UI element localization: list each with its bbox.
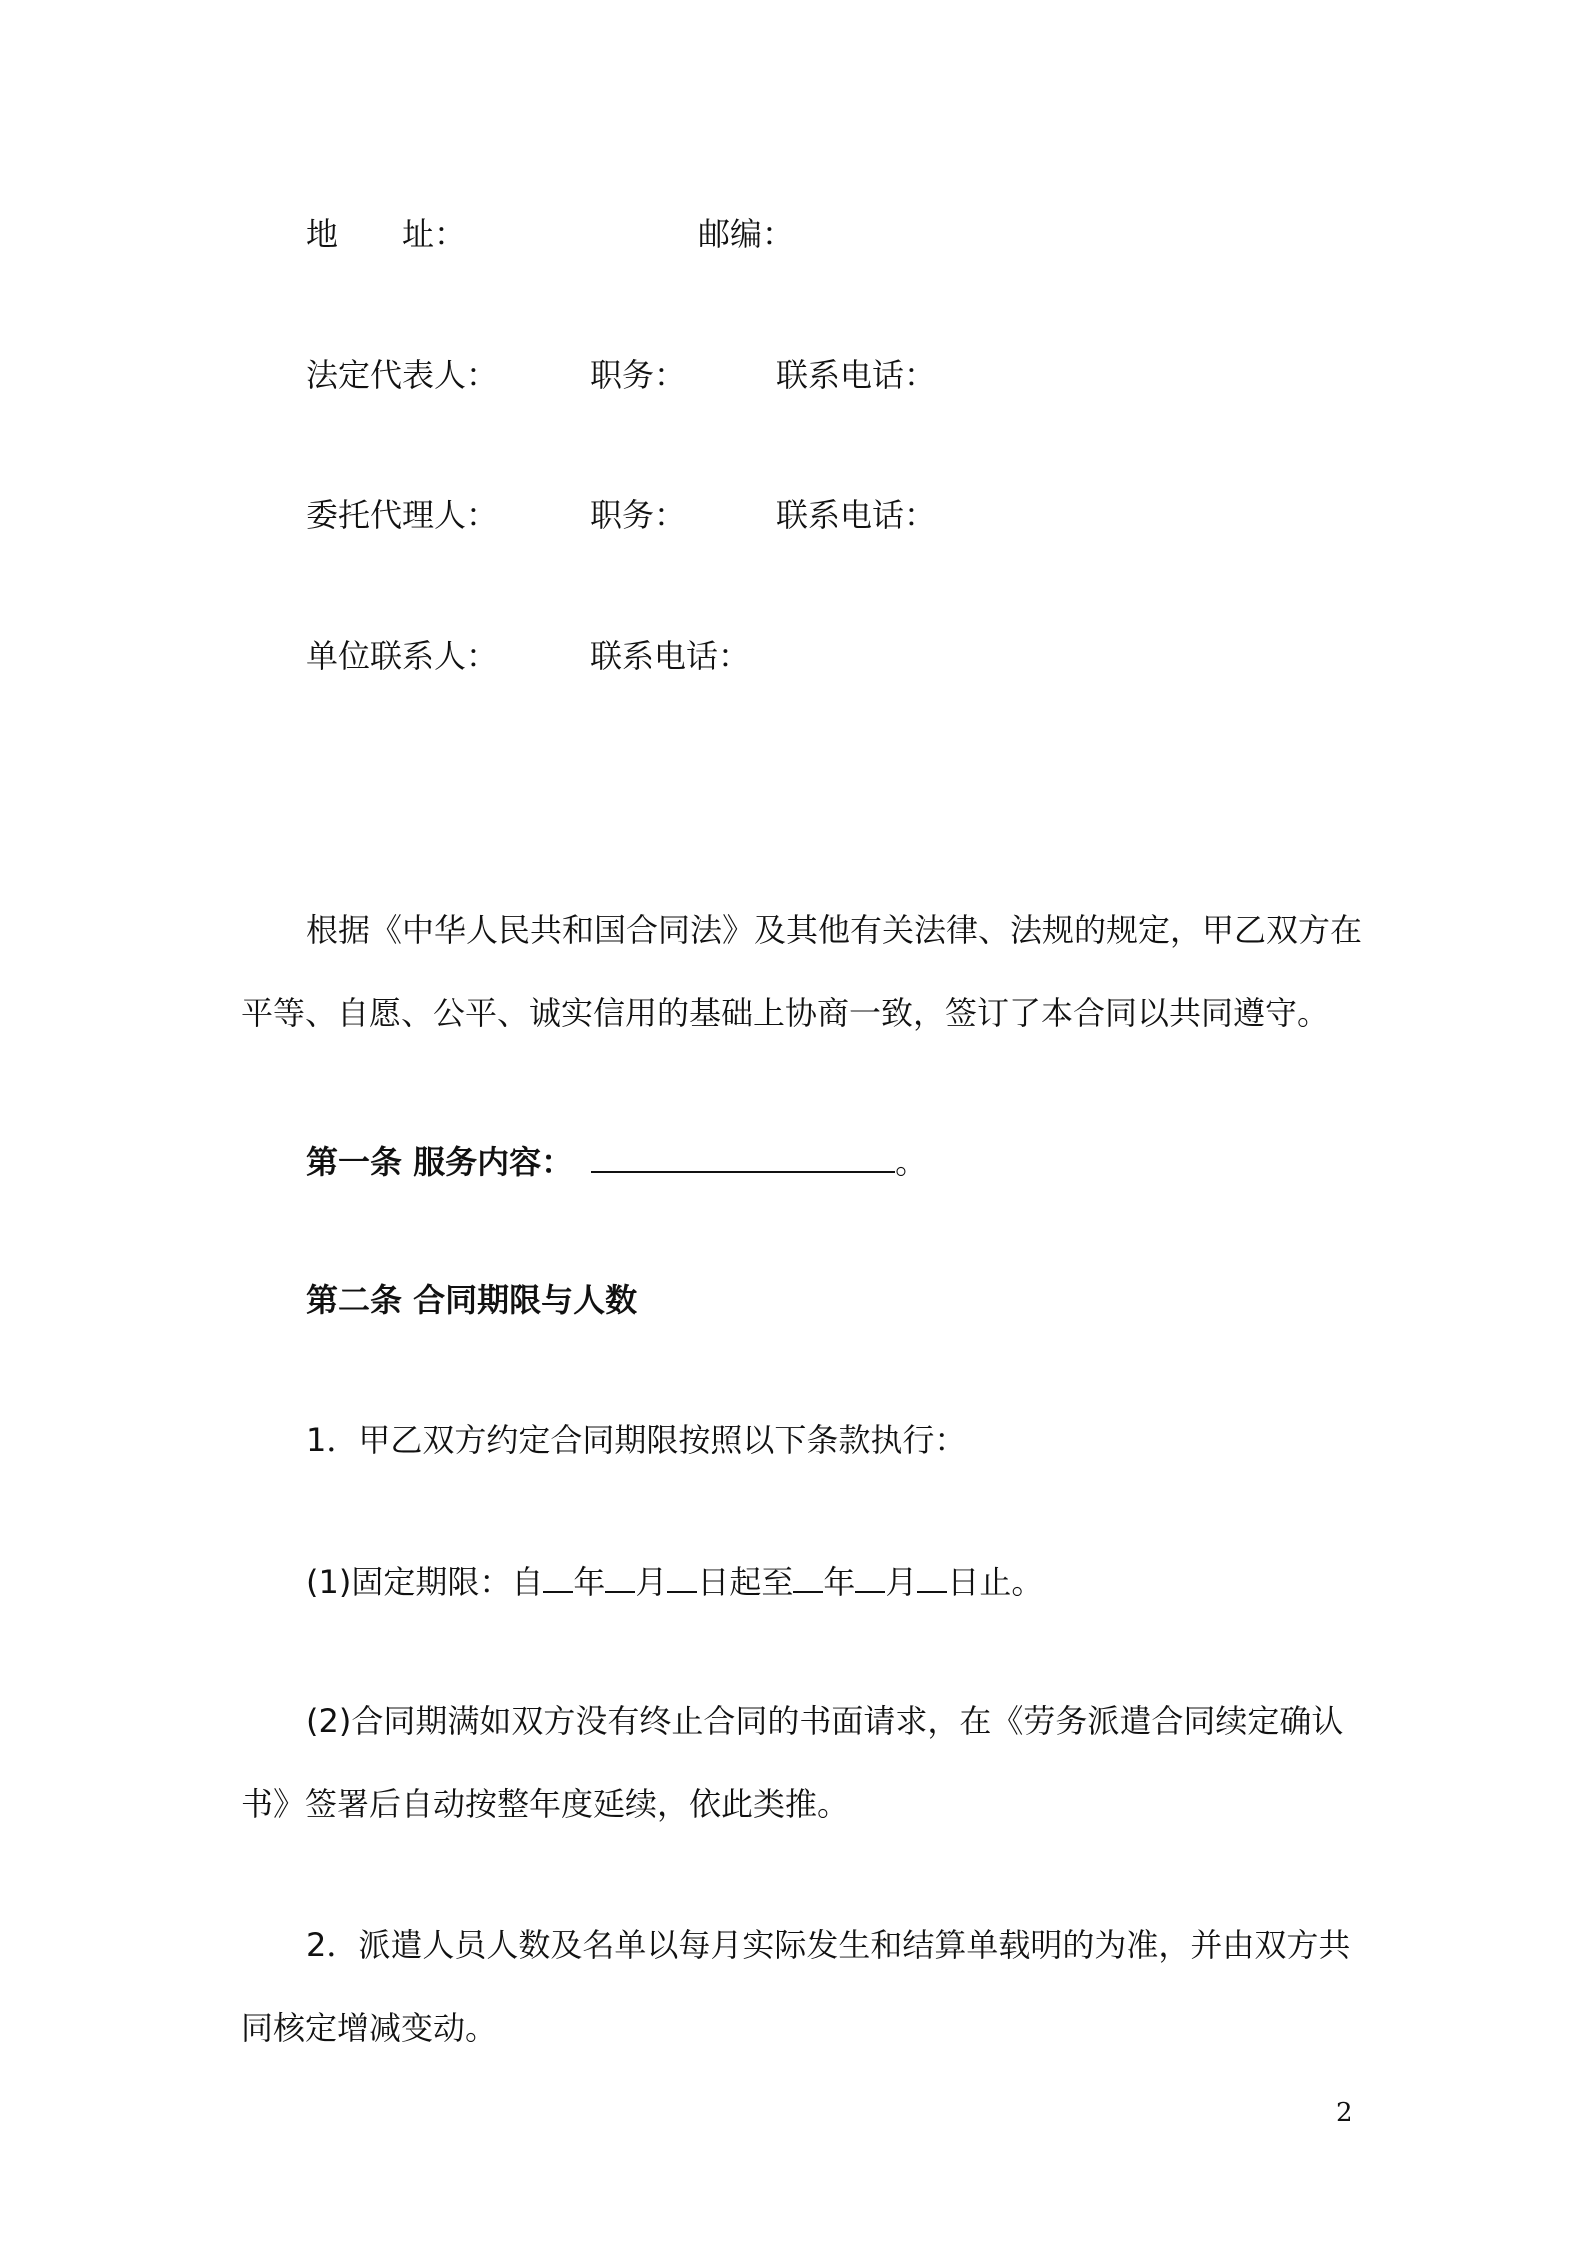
fixed-term-line [306,1561,1043,1602]
end-year-blank[interactable] [793,1561,823,1593]
phone-label: 联系电话： [590,637,751,675]
article-2-item-1: 1．甲乙双方约定合同期限按照以下条款执行： [306,1421,967,1459]
legal-representative-label: 法定代表人： [306,356,499,394]
agent-label: 委托代理人： [306,496,499,534]
contact-person-label: 单位联系人： [306,637,499,675]
start-month-unit: 月 [635,1563,668,1601]
start-day-blank[interactable] [667,1561,697,1593]
start-year-unit: 年 [573,1563,606,1601]
position-label: 职务： [590,496,687,534]
end-year-unit: 年 [823,1563,856,1601]
start-month-blank[interactable] [605,1561,635,1593]
phone-label: 联系电话： [776,356,937,394]
article-2-heading: 第二条 合同期限与人数 [306,1281,638,1319]
postcode-label: 邮编： [698,215,795,253]
start-year-blank[interactable] [543,1561,573,1593]
preamble-line-2: 平等、自愿、公平、诚实信用的基础上协商一致，签订了本合同以共同遵守。 [241,994,1330,1032]
renewal-line-1: (2)合同期满如双方没有终止合同的书面请求，在《劳务派遣合同续定确认 [306,1702,1344,1740]
page-number: 2 [1336,2098,1353,2128]
end-month-blank[interactable] [855,1561,885,1593]
article-1-heading-text: 第一条 服务内容： [306,1143,574,1181]
fixed-term-prefix: (1)固定期限：自 [306,1563,544,1601]
end-month-unit: 月 [885,1563,918,1601]
service-content-blank[interactable] [591,1141,895,1173]
article-2-item-2-line-1: 2．派遣人员人数及名单以每月实际发生和结算单载明的为准，并由双方共 [306,1926,1351,1964]
address-label: 地 址： [306,215,467,253]
phone-label: 联系电话： [776,496,937,534]
end-day-blank[interactable] [917,1561,947,1593]
article-2-item-2-line-2: 同核定增减变动。 [241,2009,498,2047]
preamble-line-1: 根据《中华人民共和国合同法》及其他有关法律、法规的规定，甲乙双方在 [306,911,1363,949]
article-1-heading [306,1141,927,1182]
position-label: 职务： [590,356,687,394]
end-day-unit: 日止。 [947,1563,1044,1601]
renewal-line-2: 书》签署后自动按整年度延续，依此类推。 [241,1785,850,1823]
article-1-period: 。 [895,1143,928,1181]
start-day-unit: 日起至 [697,1563,794,1601]
